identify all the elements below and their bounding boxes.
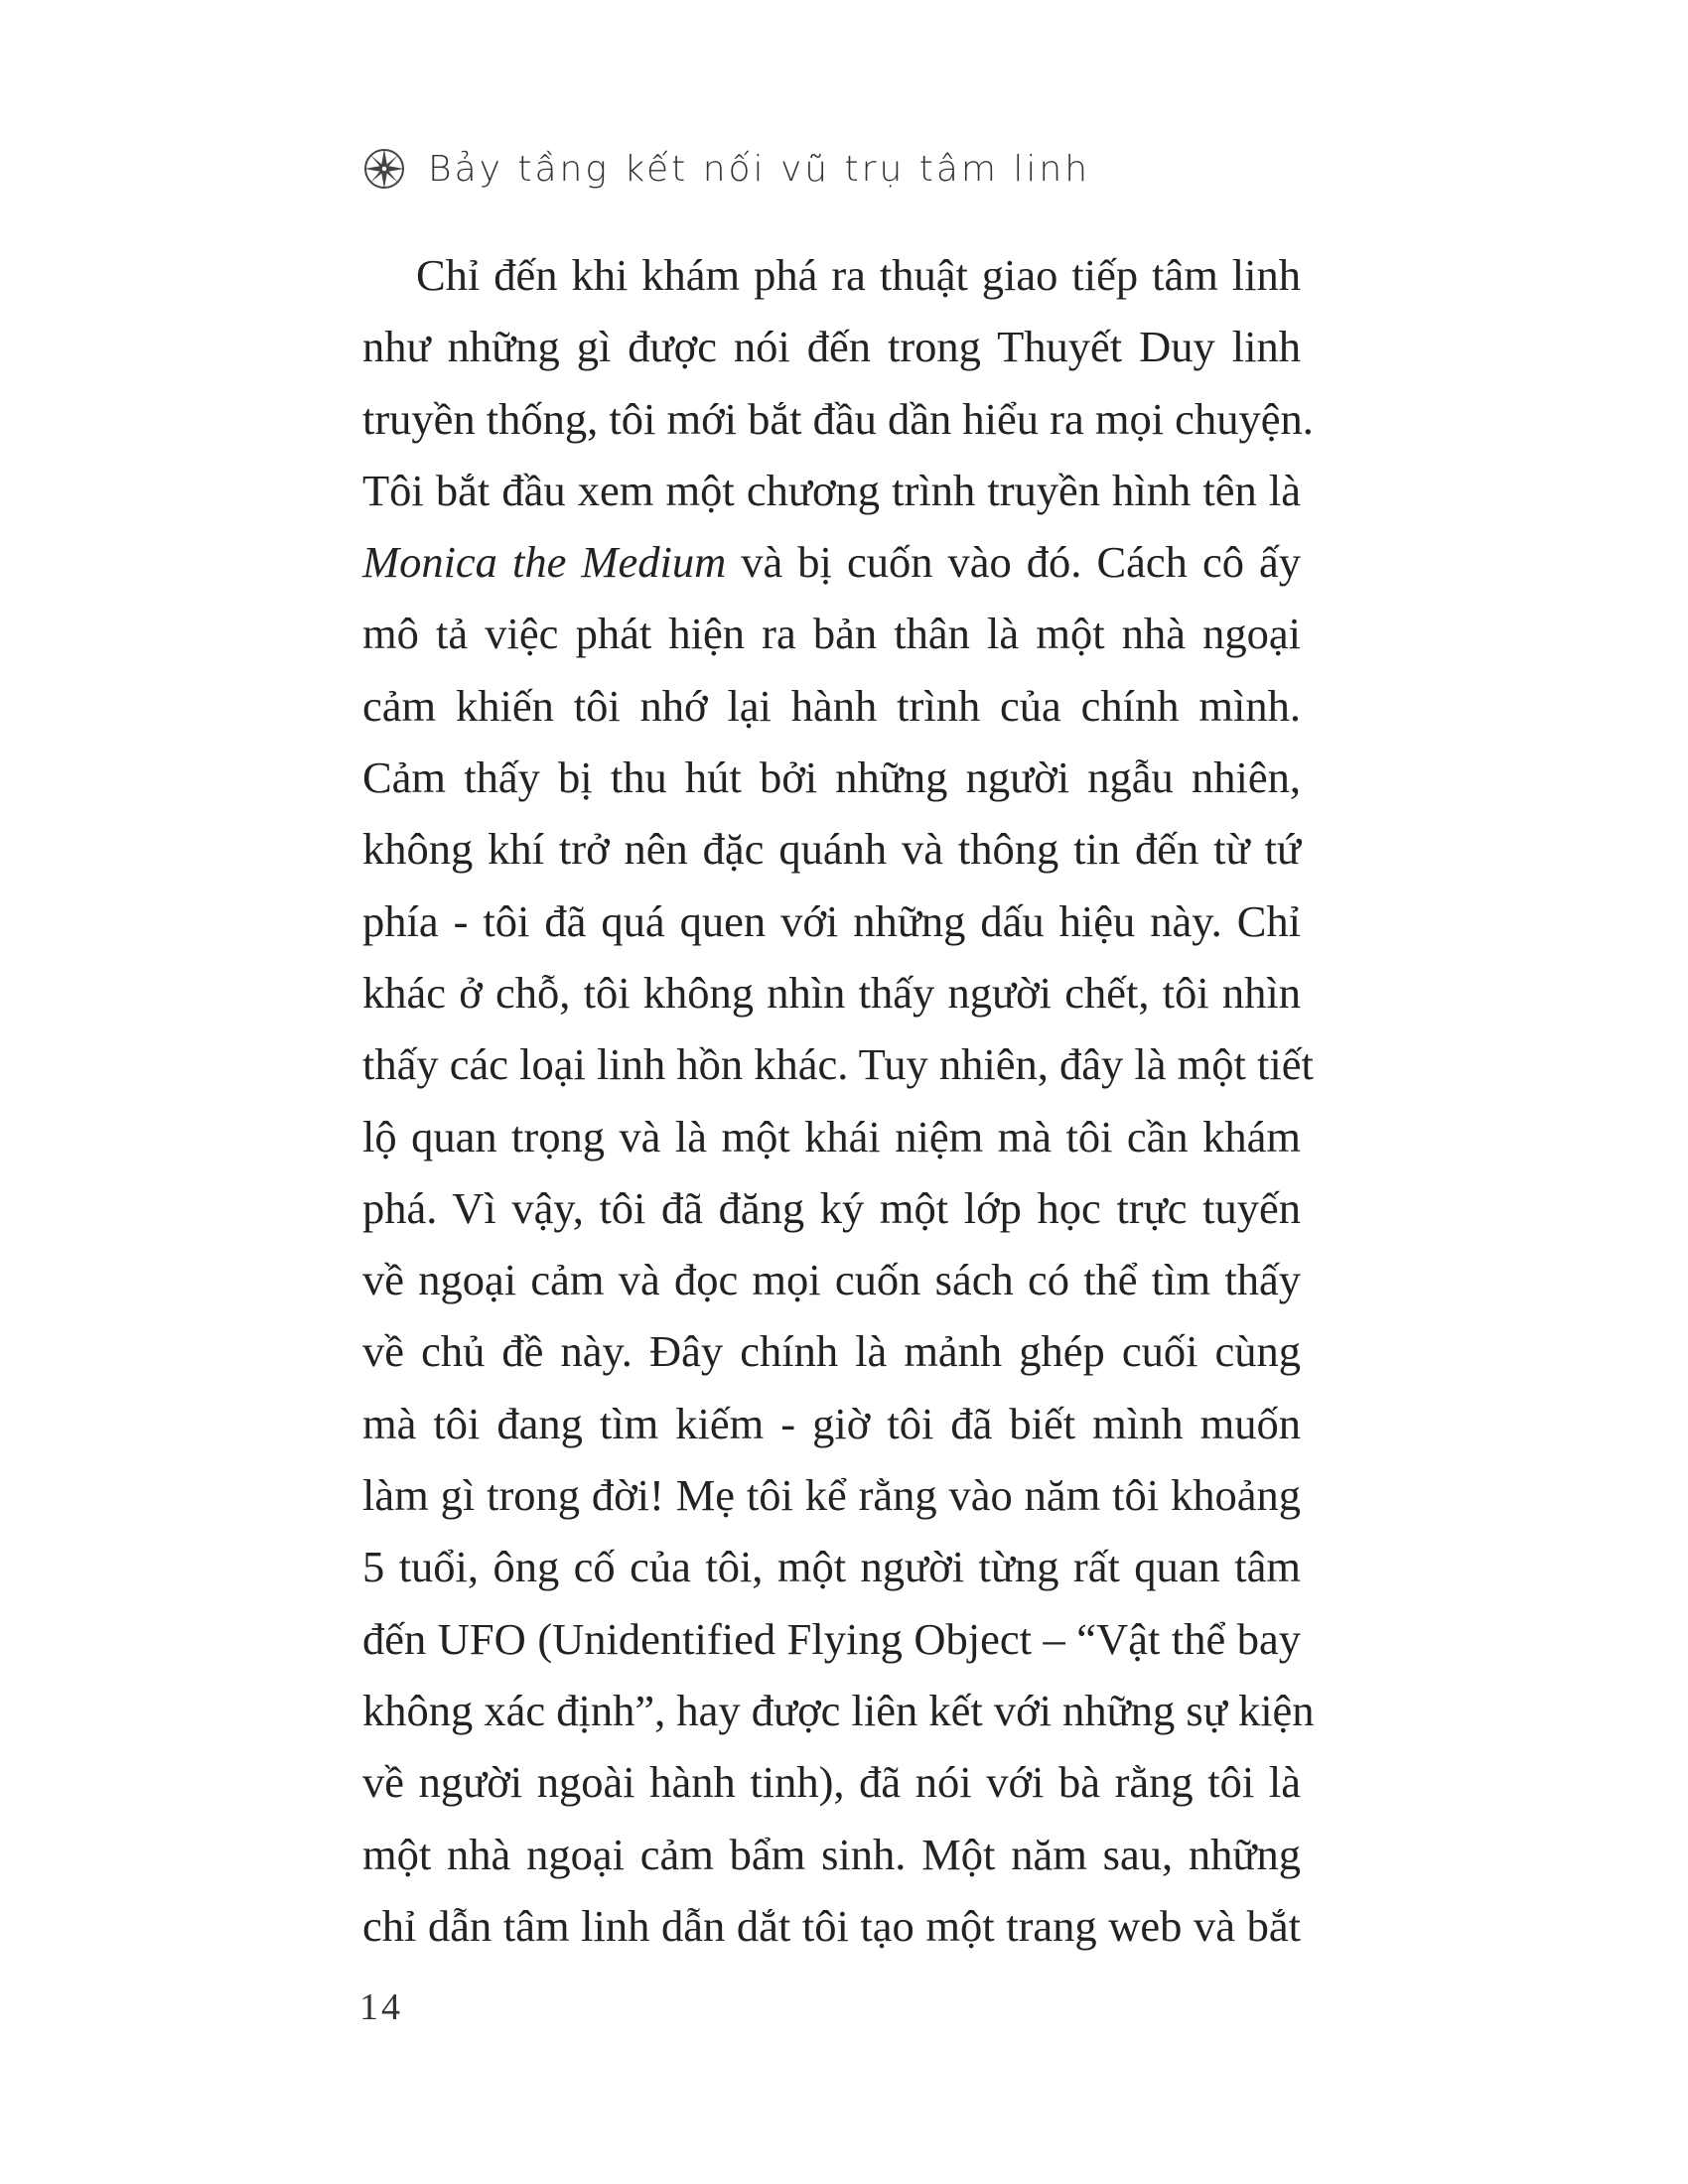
text-line: 5 tuổi, ông cố của tôi, một người từng rất quan tâm	[362, 1542, 1301, 1592]
text-line: truyền thống, tôi mới bắt đầu dần hiểu ra mọi chuyện.	[362, 393, 1314, 444]
text-line: Cảm thấy bị thu hút bởi những người ngẫu nhiên,	[362, 752, 1301, 803]
text-line: thấy các loại linh hồn khác. Tuy nhiên, đây là một tiết	[362, 1039, 1314, 1090]
text-line: mà tôi đang tìm kiếm - giờ tôi đã biết mình muốn	[362, 1398, 1301, 1448]
text-line: như những gì được nói đến trong Thuyết Duy linh	[362, 322, 1301, 372]
running-header	[362, 144, 1090, 194]
show-title: Monica the Medium	[362, 537, 727, 588]
text-line: cảm khiến tôi nhớ lại hành trình của chính mình.	[362, 680, 1301, 731]
text-line: đến UFO (Unidentified Flying Object – “Vật thể bay	[362, 1613, 1301, 1664]
text-line: về người ngoài hành tinh), đã nói với bà rằng tôi là	[362, 1757, 1301, 1808]
star-compass-icon	[362, 147, 406, 191]
text-line	[362, 526, 1301, 598]
text-line: về chủ đề này. Đây chính là mảnh ghép cuối cùng	[362, 1326, 1301, 1377]
text-line: không khí trở nên đặc quánh và thông tin đến từ tứ	[362, 824, 1301, 875]
text-line-rest: và bị cuốn vào đó. Cách cô ấy	[726, 537, 1301, 588]
text-line: không xác định”, hay được liên kết với những sự kiện	[362, 1685, 1315, 1735]
text-line: phía - tôi đã quá quen với những dấu hiệu này. Chỉ	[362, 895, 1301, 946]
page-number: 14	[359, 1986, 403, 2028]
text-line: Chỉ đến khi khám phá ra thuật giao tiếp tâm linh	[416, 250, 1301, 300]
text-line: làm gì trong đời! Mẹ tôi kể rằng vào năm tôi khoảng	[362, 1470, 1301, 1521]
text-line: phá. Vì vậy, tôi đã đăng ký một lớp học trực tuyến	[362, 1182, 1301, 1233]
text-line: về ngoại cảm và đọc mọi cuốn sách có thể tìm thấy	[362, 1255, 1301, 1305]
text-line: mô tả việc phát hiện ra bản thân là một nhà ngoại	[362, 609, 1301, 659]
text-line: lộ quan trọng và là một khái niệm mà tôi cần khám	[362, 1111, 1301, 1161]
body-paragraph	[362, 239, 1315, 1962]
text-line: một nhà ngoại cảm bẩm sinh. Một năm sau, những	[362, 1829, 1301, 1879]
text-line: chỉ dẫn tâm linh dẫn dắt tôi tạo một trang web và bắt	[362, 1900, 1301, 1951]
text-line: khác ở chỗ, tôi không nhìn thấy người chết, tôi nhìn	[362, 967, 1301, 1018]
running-head-title: Bảy tầng kết nối vũ trụ tâm linh	[428, 148, 1091, 190]
text-line: Tôi bắt đầu xem một chương trình truyền hình tên là	[362, 465, 1301, 515]
